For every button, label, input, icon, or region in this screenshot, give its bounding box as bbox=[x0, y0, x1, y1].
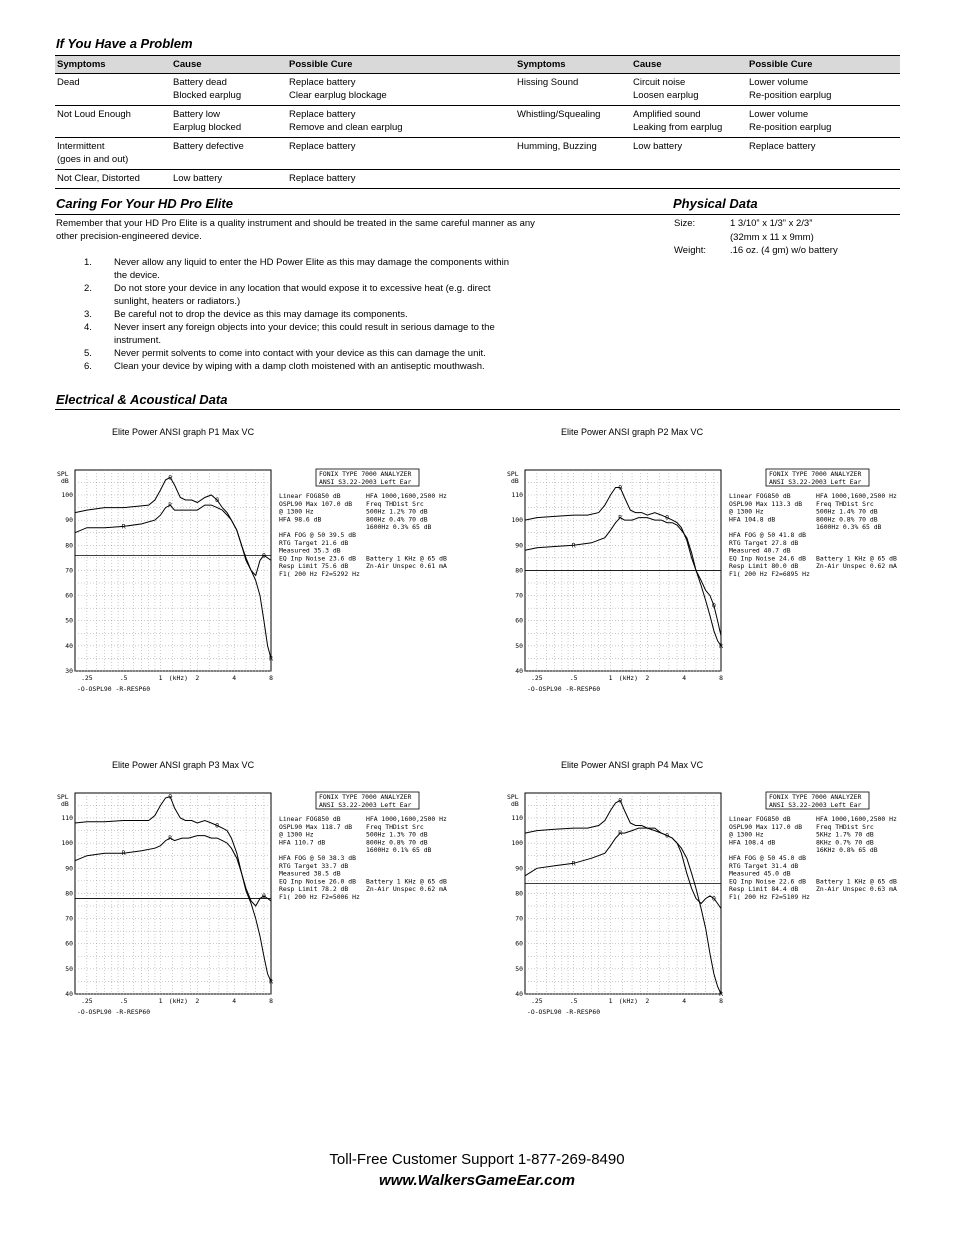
series-marker: R bbox=[618, 513, 623, 522]
table-cell: Dead bbox=[55, 74, 171, 106]
y-tick-label: 40 bbox=[65, 990, 73, 998]
y-tick-label: 70 bbox=[515, 591, 523, 600]
y-tick-label: 50 bbox=[515, 641, 523, 650]
graph-caption: Elite Power ANSI graph P4 Max VC bbox=[561, 760, 704, 770]
db-label: dB bbox=[61, 477, 69, 485]
readout-line: @ 1300 Hz bbox=[729, 507, 764, 516]
x-tick-label: 4 bbox=[232, 674, 237, 682]
y-tick-label: 60 bbox=[65, 591, 73, 600]
y-tick-label: 60 bbox=[65, 939, 73, 948]
readout-line: F1( 200 Hz F2=5292 Hz bbox=[279, 570, 360, 578]
table-cell: Battery defective bbox=[171, 138, 287, 170]
y-tick-label: 50 bbox=[515, 964, 523, 973]
readout-line: Measured 38.5 dB bbox=[279, 869, 341, 878]
readout-line: Freq THDist Src bbox=[366, 499, 424, 508]
readout-line: HFA 1000,1600,2500 Hz bbox=[816, 492, 897, 500]
series-marker: O bbox=[618, 483, 623, 492]
ansi-graph bbox=[55, 785, 455, 1025]
x-tick-label: 8 bbox=[269, 997, 273, 1005]
table-cell: Intermittent (goes in and out) bbox=[55, 138, 171, 170]
y-tick-label: 80 bbox=[515, 889, 523, 898]
readout-line: Battery 1 KHz @ 65 dB bbox=[366, 554, 447, 563]
graph-legend: -O-OSPL90 -R-RESP60 bbox=[527, 685, 601, 693]
electrical-section-title: Electrical & Acoustical Data bbox=[56, 392, 228, 407]
series-marker: O bbox=[215, 821, 220, 830]
series-marker: O bbox=[711, 894, 716, 903]
y-tick-label: 110 bbox=[61, 814, 73, 822]
y-tick-label: 40 bbox=[65, 641, 73, 650]
readout-line: Battery 1 KHz @ 65 dB bbox=[816, 554, 897, 563]
readout-line: 1600Hz 0.3% 65 dB bbox=[816, 523, 882, 532]
list-text: Be careful not to drop the device as this may damage its components. bbox=[114, 309, 408, 320]
readout-line: Linear FOG850 dB bbox=[729, 815, 791, 823]
readout-line: HFA 1000,1600,2500 Hz bbox=[816, 815, 897, 823]
list-item bbox=[56, 282, 546, 308]
column-header: Cause bbox=[171, 56, 287, 74]
table-cell: Battery low Earplug blocked bbox=[171, 106, 287, 138]
list-number: 6. bbox=[84, 361, 92, 372]
table-cell: Battery dead Blocked earplug bbox=[171, 74, 287, 106]
series-marker: R bbox=[121, 522, 126, 531]
x-tick-label: 1 bbox=[158, 997, 163, 1005]
section-divider bbox=[55, 409, 900, 410]
graph-legend: -O-OSPL90 -R-RESP60 bbox=[77, 1008, 151, 1016]
readout-line: HFA 110.7 dB bbox=[279, 838, 326, 847]
db-label: dB bbox=[511, 477, 519, 485]
series-line-resp60 bbox=[75, 836, 271, 982]
column-header: Symptoms bbox=[55, 56, 171, 74]
y-tick-label: 50 bbox=[65, 964, 73, 973]
series-line-ospl90 bbox=[75, 797, 271, 906]
x-tick-label: .25 bbox=[531, 997, 543, 1005]
table-cell: Not Loud Enough bbox=[55, 106, 171, 138]
series-line-ospl90 bbox=[525, 488, 721, 636]
series-marker: O bbox=[168, 792, 173, 801]
caring-section-title: Caring For Your HD Pro Elite bbox=[56, 196, 233, 211]
readout-line: HFA 1000,1600,2500 Hz bbox=[366, 492, 447, 500]
x-tick-label: .25 bbox=[531, 674, 543, 682]
x-tick-label: 4 bbox=[232, 997, 237, 1005]
graph-legend: -O-OSPL90 -R-RESP60 bbox=[77, 685, 151, 693]
graph-caption: Elite Power ANSI graph P2 Max VC bbox=[561, 427, 704, 437]
table-cell: Replace battery bbox=[747, 138, 900, 170]
graph-frame bbox=[525, 793, 721, 994]
series-line-ospl90 bbox=[525, 800, 721, 908]
table-cell: Replace battery bbox=[287, 138, 515, 170]
y-tick-label: 70 bbox=[65, 914, 73, 923]
table-row bbox=[55, 170, 900, 189]
x-tick-label: 8 bbox=[269, 674, 273, 682]
readout-line: HFA FOG @ 50 39.5 dB bbox=[279, 531, 356, 539]
caring-list bbox=[56, 256, 546, 373]
readout-line: 1600Hz 0.1% 65 dB bbox=[366, 846, 432, 855]
readout-line: Measured 35.3 dB bbox=[279, 546, 341, 555]
readout-line: 16KHz 0.8% 65 dB bbox=[816, 846, 878, 855]
readout-line: HFA 108.4 dB bbox=[729, 838, 776, 847]
x-tick-label: .25 bbox=[81, 674, 93, 682]
readout-line: 500Hz 1.3% 70 dB bbox=[366, 830, 428, 839]
readout-line: HFA 104.8 dB bbox=[729, 515, 776, 524]
readout-line: F1( 200 Hz F2=6895 Hz bbox=[729, 570, 810, 578]
series-marker: O bbox=[665, 513, 670, 522]
readout-line: Resp Limit 75.6 dB bbox=[279, 562, 349, 571]
table-cell: Humming, Buzzing bbox=[515, 138, 631, 170]
table-cell: Amplified sound Leaking from earplug bbox=[631, 106, 747, 138]
readout-line: OSPL90 Max 107.0 dB bbox=[279, 499, 353, 508]
y-tick-label: 60 bbox=[515, 616, 523, 625]
caring-text bbox=[56, 217, 546, 373]
list-number: 5. bbox=[84, 348, 92, 359]
x-tick-label: 2 bbox=[645, 997, 650, 1005]
list-text: Never allow any liquid to enter the HD Power Elite as this may damage the components within the device. bbox=[114, 257, 509, 281]
table-cell: Lower volume Re-position earplug bbox=[747, 106, 900, 138]
series-marker: R bbox=[618, 829, 623, 838]
x-tick-label: 2 bbox=[195, 674, 200, 682]
list-item bbox=[56, 321, 546, 347]
readout-line: OSPL90 Max 117.0 dB bbox=[729, 822, 803, 831]
table-cell: Hissing Sound bbox=[515, 74, 631, 106]
list-item bbox=[56, 360, 546, 373]
list-text: Never permit solvents to come into contact with your device as this can damage the unit. bbox=[114, 348, 486, 359]
db-label: dB bbox=[61, 800, 69, 808]
y-tick-label: 90 bbox=[65, 864, 73, 873]
readout-line: 5KHz 1.7% 70 dB bbox=[816, 830, 874, 839]
readout-line: 500Hz 1.4% 70 dB bbox=[816, 507, 878, 516]
series-marker: R bbox=[269, 654, 273, 663]
weight-value: .16 oz. (4 gm) w/o battery bbox=[730, 245, 838, 256]
x-tick-label: .5 bbox=[569, 997, 578, 1005]
list-number: 2. bbox=[84, 283, 92, 294]
list-item bbox=[56, 256, 546, 282]
analyzer-standard: ANSI S3.22-2003 Left Ear bbox=[319, 478, 412, 486]
readout-line: Linear FOG850 dB bbox=[279, 815, 341, 823]
readout-line: Resp Limit 80.0 dB bbox=[729, 562, 799, 571]
table-cell: Low battery bbox=[631, 138, 747, 170]
x-tick-label: .5 bbox=[569, 674, 578, 682]
y-tick-label: 30 bbox=[65, 667, 73, 675]
readout-line: RTG Target 33.7 dB bbox=[279, 861, 349, 870]
x-tick-label: (kHz) bbox=[168, 997, 189, 1005]
readout-line: Zn-Air Unspec 0.61 mA bbox=[366, 562, 447, 571]
graph-frame bbox=[75, 793, 271, 994]
table-row bbox=[55, 74, 900, 106]
x-tick-label: 4 bbox=[682, 674, 687, 682]
readout-line: 1600Hz 0.3% 65 dB bbox=[366, 523, 432, 532]
section-divider bbox=[55, 214, 900, 215]
list-number: 3. bbox=[84, 309, 92, 320]
readout-line: Zn-Air Unspec 0.63 mA bbox=[816, 885, 897, 894]
readout-line: Resp Limit 84.4 dB bbox=[729, 885, 799, 894]
x-tick-label: .5 bbox=[119, 674, 128, 682]
graph-caption: Elite Power ANSI graph P1 Max VC bbox=[112, 427, 255, 437]
column-header: Possible Cure bbox=[287, 56, 515, 74]
size-metric: (32mm x 11 x 9mm) bbox=[730, 231, 814, 243]
y-tick-label: 110 bbox=[511, 491, 523, 499]
series-marker: O bbox=[261, 891, 266, 900]
list-item bbox=[56, 347, 546, 360]
analyzer-standard: ANSI S3.22-2003 Left Ear bbox=[769, 801, 862, 809]
x-tick-label: 8 bbox=[719, 997, 723, 1005]
y-tick-label: 70 bbox=[515, 914, 523, 923]
readout-line: HFA FOG @ 50 41.8 dB bbox=[729, 531, 806, 539]
readout-line: HFA FOG @ 50 45.0 dB bbox=[729, 854, 806, 862]
table-cell: Low battery bbox=[171, 170, 287, 189]
readout-line: RTG Target 31.4 dB bbox=[729, 861, 799, 870]
x-tick-label: 1 bbox=[158, 674, 163, 682]
analyzer-title: FONIX TYPE 7000 ANALYZER bbox=[769, 793, 862, 801]
list-text: Clean your device by wiping with a damp cloth moistened with an antiseptic mouthwash. bbox=[114, 361, 485, 372]
x-tick-label: (kHz) bbox=[618, 997, 639, 1005]
readout-line: Zn-Air Unspec 0.62 mA bbox=[816, 562, 897, 571]
table-row bbox=[55, 138, 900, 170]
readout-line: Measured 45.0 dB bbox=[729, 869, 791, 878]
series-line-resp60 bbox=[525, 518, 721, 646]
series-marker: R bbox=[121, 849, 126, 858]
graph-caption: Elite Power ANSI graph P3 Max VC bbox=[112, 760, 255, 770]
y-tick-label: 50 bbox=[65, 616, 73, 625]
y-tick-label: 40 bbox=[515, 990, 523, 998]
readout-line: 8KHz 0.7% 70 dB bbox=[816, 838, 874, 847]
readout-line: EQ Inp Noise 22.6 dB bbox=[729, 877, 806, 886]
table-cell: Replace battery Remove and clean earplug bbox=[287, 106, 515, 138]
y-tick-label: 90 bbox=[515, 864, 523, 873]
table-cell: Replace battery Clear earplug blockage bbox=[287, 74, 515, 106]
readout-line: Resp Limit 78.2 dB bbox=[279, 885, 349, 894]
readout-line: Linear FOG850 dB bbox=[729, 492, 791, 500]
list-item bbox=[56, 308, 546, 321]
series-marker: O bbox=[168, 473, 173, 482]
size-label: Size: bbox=[674, 218, 696, 229]
series-marker: R bbox=[168, 501, 173, 510]
readout-line: EQ Inp Noise 23.6 dB bbox=[279, 554, 356, 563]
table-cell: Replace battery bbox=[287, 170, 515, 189]
website-link[interactable]: www.WalkersGameEar.com bbox=[379, 1172, 575, 1189]
table-cell: Lower volume Re-position earplug bbox=[747, 74, 900, 106]
table-cell bbox=[515, 170, 631, 189]
readout-line: F1( 200 Hz F2=5109 Hz bbox=[729, 893, 810, 901]
y-tick-label: 40 bbox=[515, 667, 523, 675]
problem-section-title: If You Have a Problem bbox=[56, 36, 193, 51]
graph-frame bbox=[75, 470, 271, 671]
spl-label: SPL bbox=[57, 470, 69, 478]
readout-line: HFA 98.6 dB bbox=[279, 515, 322, 524]
ansi-graph bbox=[505, 785, 905, 1025]
ansi-graph bbox=[505, 462, 905, 702]
readout-line: Freq THDist Src bbox=[366, 822, 424, 831]
series-marker: O bbox=[215, 496, 220, 505]
list-text: Never insert any foreign objects into your device; this could result in serious damage to the instrument. bbox=[114, 322, 495, 346]
series-marker: R bbox=[571, 541, 576, 550]
y-tick-label: 110 bbox=[511, 814, 523, 822]
series-line-resp60 bbox=[75, 505, 271, 658]
table-cell: Circuit noise Loosen earplug bbox=[631, 74, 747, 106]
analyzer-title: FONIX TYPE 7000 ANALYZER bbox=[319, 470, 412, 478]
y-tick-label: 90 bbox=[65, 516, 73, 525]
y-tick-label: 70 bbox=[65, 566, 73, 575]
physical-data bbox=[674, 217, 838, 258]
series-marker: O bbox=[665, 831, 670, 840]
column-header: Possible Cure bbox=[747, 56, 900, 74]
series-marker: R bbox=[719, 641, 723, 650]
readout-line: RTG Target 27.8 dB bbox=[729, 538, 799, 547]
x-tick-label: .5 bbox=[119, 997, 128, 1005]
x-tick-label: (kHz) bbox=[168, 674, 189, 682]
series-marker: O bbox=[711, 601, 716, 610]
spl-label: SPL bbox=[507, 793, 519, 801]
analyzer-title: FONIX TYPE 7000 ANALYZER bbox=[319, 793, 412, 801]
readout-line: EQ Inp Noise 24.6 dB bbox=[729, 554, 806, 563]
y-tick-label: 100 bbox=[511, 516, 523, 525]
y-tick-label: 80 bbox=[65, 541, 73, 550]
physical-section-title: Physical Data bbox=[673, 196, 758, 211]
list-number: 4. bbox=[84, 322, 92, 333]
readout-line: Battery 1 KHz @ 65 dB bbox=[366, 877, 447, 886]
table-row bbox=[55, 106, 900, 138]
problem-table bbox=[55, 55, 900, 189]
list-number: 1. bbox=[84, 257, 92, 268]
series-marker: O bbox=[618, 796, 623, 805]
x-tick-label: (kHz) bbox=[618, 674, 639, 682]
list-text: Do not store your device in any location that would expose it to excessive heat (e.g. direct sunlight, heaters or radiators.) bbox=[114, 283, 491, 307]
y-tick-label: 90 bbox=[515, 541, 523, 550]
analyzer-standard: ANSI S3.22-2003 Left Ear bbox=[319, 801, 412, 809]
analyzer-title: FONIX TYPE 7000 ANALYZER bbox=[769, 470, 862, 478]
y-tick-label: 100 bbox=[61, 839, 73, 848]
readout-line: HFA 1000,1600,2500 Hz bbox=[366, 815, 447, 823]
readout-line: Freq THDist Src bbox=[816, 822, 874, 831]
table-cell: Not Clear, Distorted bbox=[55, 170, 171, 189]
column-header: Cause bbox=[631, 56, 747, 74]
x-tick-label: .25 bbox=[81, 997, 93, 1005]
caring-intro: Remember that your HD Pro Elite is a quality instrument and should be treated in the same careful manner as any other precision-engineered device. bbox=[56, 218, 535, 242]
readout-line: @ 1300 Hz bbox=[279, 830, 314, 839]
problem-table-header bbox=[55, 56, 900, 74]
series-marker: R bbox=[269, 977, 273, 986]
table-cell: Whistling/Squealing bbox=[515, 106, 631, 138]
readout-line: @ 1300 Hz bbox=[279, 507, 314, 516]
ansi-graph bbox=[55, 462, 455, 702]
x-tick-label: 2 bbox=[645, 674, 650, 682]
series-marker: R bbox=[719, 990, 723, 998]
x-tick-label: 2 bbox=[195, 997, 200, 1005]
size-value: 1 3/10” x 1/3” x 2/3” bbox=[730, 218, 813, 229]
x-tick-label: 8 bbox=[719, 674, 723, 682]
readout-line: EQ Inp Noise 26.0 dB bbox=[279, 877, 356, 886]
series-line-ospl90 bbox=[75, 477, 271, 575]
analyzer-standard: ANSI S3.22-2003 Left Ear bbox=[769, 478, 862, 486]
x-tick-label: 1 bbox=[608, 997, 613, 1005]
x-tick-label: 4 bbox=[682, 997, 687, 1005]
series-line-resp60 bbox=[525, 828, 721, 994]
x-tick-label: 1 bbox=[608, 674, 613, 682]
readout-line: @ 1300 Hz bbox=[729, 830, 764, 839]
table-cell bbox=[631, 170, 747, 189]
readout-line: Measured 40.7 dB bbox=[729, 546, 791, 555]
series-marker: R bbox=[168, 834, 173, 843]
readout-line: Freq THDist Src bbox=[816, 499, 874, 508]
readout-line: 800Hz 0.8% 70 dB bbox=[816, 515, 878, 524]
y-tick-label: 80 bbox=[65, 889, 73, 898]
spl-label: SPL bbox=[57, 793, 69, 801]
spl-label: SPL bbox=[507, 470, 519, 478]
readout-line: 800Hz 0.8% 70 dB bbox=[366, 838, 428, 847]
y-tick-label: 60 bbox=[515, 939, 523, 948]
y-tick-label: 100 bbox=[511, 839, 523, 848]
support-phone: Toll-Free Customer Support 1-877-269-8490 bbox=[329, 1151, 625, 1168]
readout-line: Zn-Air Unspec 0.62 mA bbox=[366, 885, 447, 894]
readout-line: Linear FOG850 dB bbox=[279, 492, 341, 500]
readout-line: Battery 1 KHz @ 65 dB bbox=[816, 877, 897, 886]
graph-legend: -O-OSPL90 -R-RESP60 bbox=[527, 1008, 601, 1016]
series-marker: R bbox=[571, 859, 576, 868]
readout-line: HFA FOG @ 50 38.3 dB bbox=[279, 854, 356, 862]
readout-line: OSPL90 Max 118.7 dB bbox=[279, 822, 353, 831]
readout-line: F1( 200 Hz F2=5006 Hz bbox=[279, 893, 360, 901]
readout-line: OSPL90 Max 113.3 dB bbox=[729, 499, 803, 508]
y-tick-label: 80 bbox=[515, 566, 523, 575]
y-tick-label: 100 bbox=[61, 491, 73, 499]
readout-line: 800Hz 0.4% 70 dB bbox=[366, 515, 428, 524]
readout-line: RTG Target 21.6 dB bbox=[279, 538, 349, 547]
weight-label: Weight: bbox=[674, 245, 707, 256]
db-label: dB bbox=[511, 800, 519, 808]
column-header: Symptoms bbox=[515, 56, 631, 74]
series-marker: O bbox=[261, 551, 266, 560]
readout-line: 500Hz 1.2% 70 dB bbox=[366, 507, 428, 516]
table-cell bbox=[747, 170, 900, 189]
